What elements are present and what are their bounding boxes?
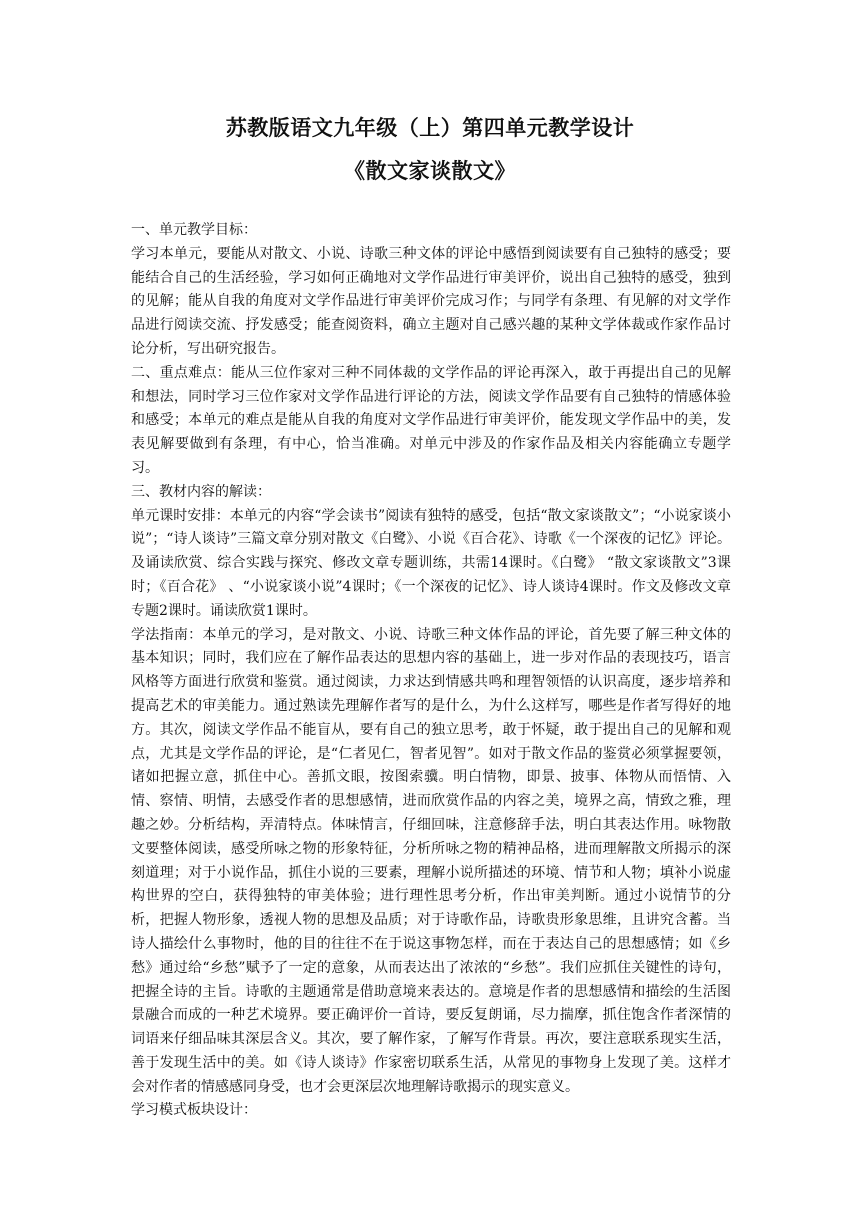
document-body <box>131 219 731 1123</box>
document-subtitle: 《散文家谈散文》 <box>344 158 516 183</box>
document-title: 苏教版语文九年级（上）第四单元教学设计 <box>225 115 635 140</box>
paragraph-objectives: 学习本单元，要能从对散文、小说、诗歌三种文体的评论中感悟到阅读要有自己独特的感受；要能结合自己的生活经验，学习如何正确地对文学作品进行审美评价，说出自己独特的感受，独到的见解；能从自我的角度对文学作品进行审美评价完成习作；与同学有条理、有见解的对文学作品进行阅读交流、抒发感受；能查阅资料，确立主题对自己感兴趣的某种文学体裁或作家作品讨论分析，写出研究报告。 <box>131 245 731 357</box>
paragraph-study-guide: 学法指南：本单元的学习，是对散文、小说、诗歌三种文体作品的评论，首先要了解三种文体的基本知识；同时，我们应在了解作品表达的思想内容的基础上，进一步对作品的表现技巧，语言风格等方面进行欣赏和鉴赏。通过阅读，力求达到情感共鸣和理智领悟的认识高度，逐步培养和提高艺术的审美能力。通过熟读先理解作者写的是什么，为什么这样写，哪些是作者写得好的地方。其次，阅读文学作品不能盲从，要有自己的独立思考，敢于怀疑，敢于提出自己的见解和观点，尤其是文学作品的评论，是“仁者见仁，智者见智”。如对于散文作品的鉴赏必须掌握要领，诸如把握立意，抓住中心。善抓文眼，按图索骥。明白情物，即景、披事、体物从而悟情、入情、察情、明情，去感受作者的思想感情，进而欣赏作品的内容之美，境界之高，情致之雅，理趣之妙。分析结构，弄清特点。体味情言，仔细回味，注意修辞手法，明白其表达作用。咏物散文要整体阅读，感受所咏之物的形象特征，分析所咏之物的精神品格，进而理解散文所揭示的深刻道理；对于小说作品，抓住小说的三要素，理解小说所描述的环境、情节和人物；填补小说虚构世界的空白，获得独特的审美体验；进行理性思考分析，作出审美判断。通过小说情节的分析，把握人物形象，透视人物的思想及品质；对于诗歌作品，诗歌贵形象思维，且讲究含蓄。当诗人描绘什么事物时，他的目的往往不在于说这事物怎样，而在于表达自己的思想感情；如《乡愁》通过给“乡愁”赋予了一定的意象，从而表达出了浓浓的“乡愁”。我们应抓住关键性的诗句，把握全诗的主旨。诗歌的主题通常是借助意境来表达的。意境是作者的思想感情和描绘的生活图景融合而成的一种艺术境界。要正确评价一首诗，要反复朗诵，尽力揣摩，抓住饱含作者深情的词语来仔细品味其深层含义。其次，要了解作家，了解写作背景。再次，要注意联系现实生活，善于发现生活中的美。如《诗人谈诗》作家密切联系生活，从常见的事物身上发现了美。这样才会对作者的情感感同身受，也才会更深层次地理解诗歌揭示的现实意义。 <box>131 626 731 1095</box>
paragraph-schedule: 单元课时安排：本单元的内容“学会读书”阅读有独特的感受，包括“散文家谈散文”；“小说家谈小说”；“诗人谈诗”三篇文章分别对散文《白鹭》、小说《百合花》、诗歌《一个深夜的记忆》评论。及诵读欣赏、综合实践与探究、修改文章专题训练，共需14课时。《白鹭》 “散文家谈散文”3课时；《百合花》 、“小说家谈小说”4课时；《一个深夜的记忆》、诗人谈诗4课时。作文及修改文章专题2课时。诵读欣赏1课时。 <box>131 507 731 619</box>
section-heading-content: 三、教材内容的解读： <box>131 483 271 500</box>
paragraph-key-points: 二、重点难点：能从三位作家对三种不同体裁的文学作品的评论再深入，敢于再提出自己的见解和想法，同时学习三位作家对文学作品进行评论的方法，阅读文学作品要有自己独特的情感体验和感受；本单元的难点是能从自我的角度对文学作品进行审美评价，能发现文学作品中的美，发表见解要做到有条理，有中心，恰当准确。对单元中涉及的作家作品及相关内容能确立专题学习。 <box>131 364 731 476</box>
section-heading-objectives: 一、单元教学目标： <box>131 222 257 238</box>
section-heading-module-design: 学习模式板块设计： <box>131 1102 257 1119</box>
